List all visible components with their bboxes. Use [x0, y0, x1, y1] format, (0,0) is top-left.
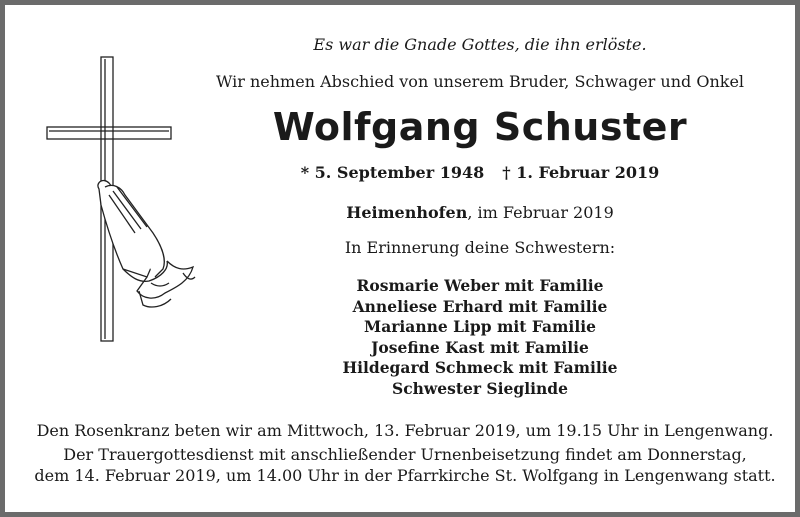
cross-with-praying-hands-icon — [43, 55, 203, 345]
death-date: † 1. Februar 2019 — [502, 163, 660, 182]
deceased-name: Wolfgang Schuster — [272, 105, 688, 149]
mourner-item: Anneliese Erhard mit Familie — [352, 296, 608, 316]
mourner-item: Josefine Kast mit Familie — [371, 337, 589, 357]
intro-text: Wir nehmen Abschied von unserem Bruder, Schwager und Onkel — [215, 72, 745, 91]
life-dates — [180, 163, 780, 182]
service-info-line-1: Der Trauergottesdienst mit anschließender Urnenbeisetzung findet am Donnerstag, — [63, 445, 747, 464]
quote: Es war die Gnade Gottes, die ihn erlöste. — [313, 35, 647, 54]
memory-line: In Erinnerung deine Schwestern: — [344, 238, 616, 257]
place-name: Heimenhofen — [346, 203, 468, 222]
mourner-item: Hildegard Schmeck mit Familie — [342, 358, 618, 377]
mourner-item: Rosmarie Weber mit Familie — [356, 276, 604, 295]
mourner-item: Schwester Sieglinde — [392, 378, 568, 398]
place-date-rest: , im Februar 2019 — [467, 203, 614, 222]
birth-date: * 5. September 1948 — [300, 163, 485, 182]
service-info-line-2: dem 14. Februar 2019, um 14.00 Uhr in der Pfarrkirche St. Wolfgang in Lengenwang statt. — [34, 466, 776, 485]
rosary-info: Den Rosenkranz beten wir am Mittwoch, 13. Februar 2019, um 19.15 Uhr in Lengenwang. — [36, 421, 774, 440]
mourner-item: Marianne Lipp mit Familie — [364, 317, 596, 336]
mourners-list — [180, 276, 780, 399]
place-date — [180, 203, 780, 222]
